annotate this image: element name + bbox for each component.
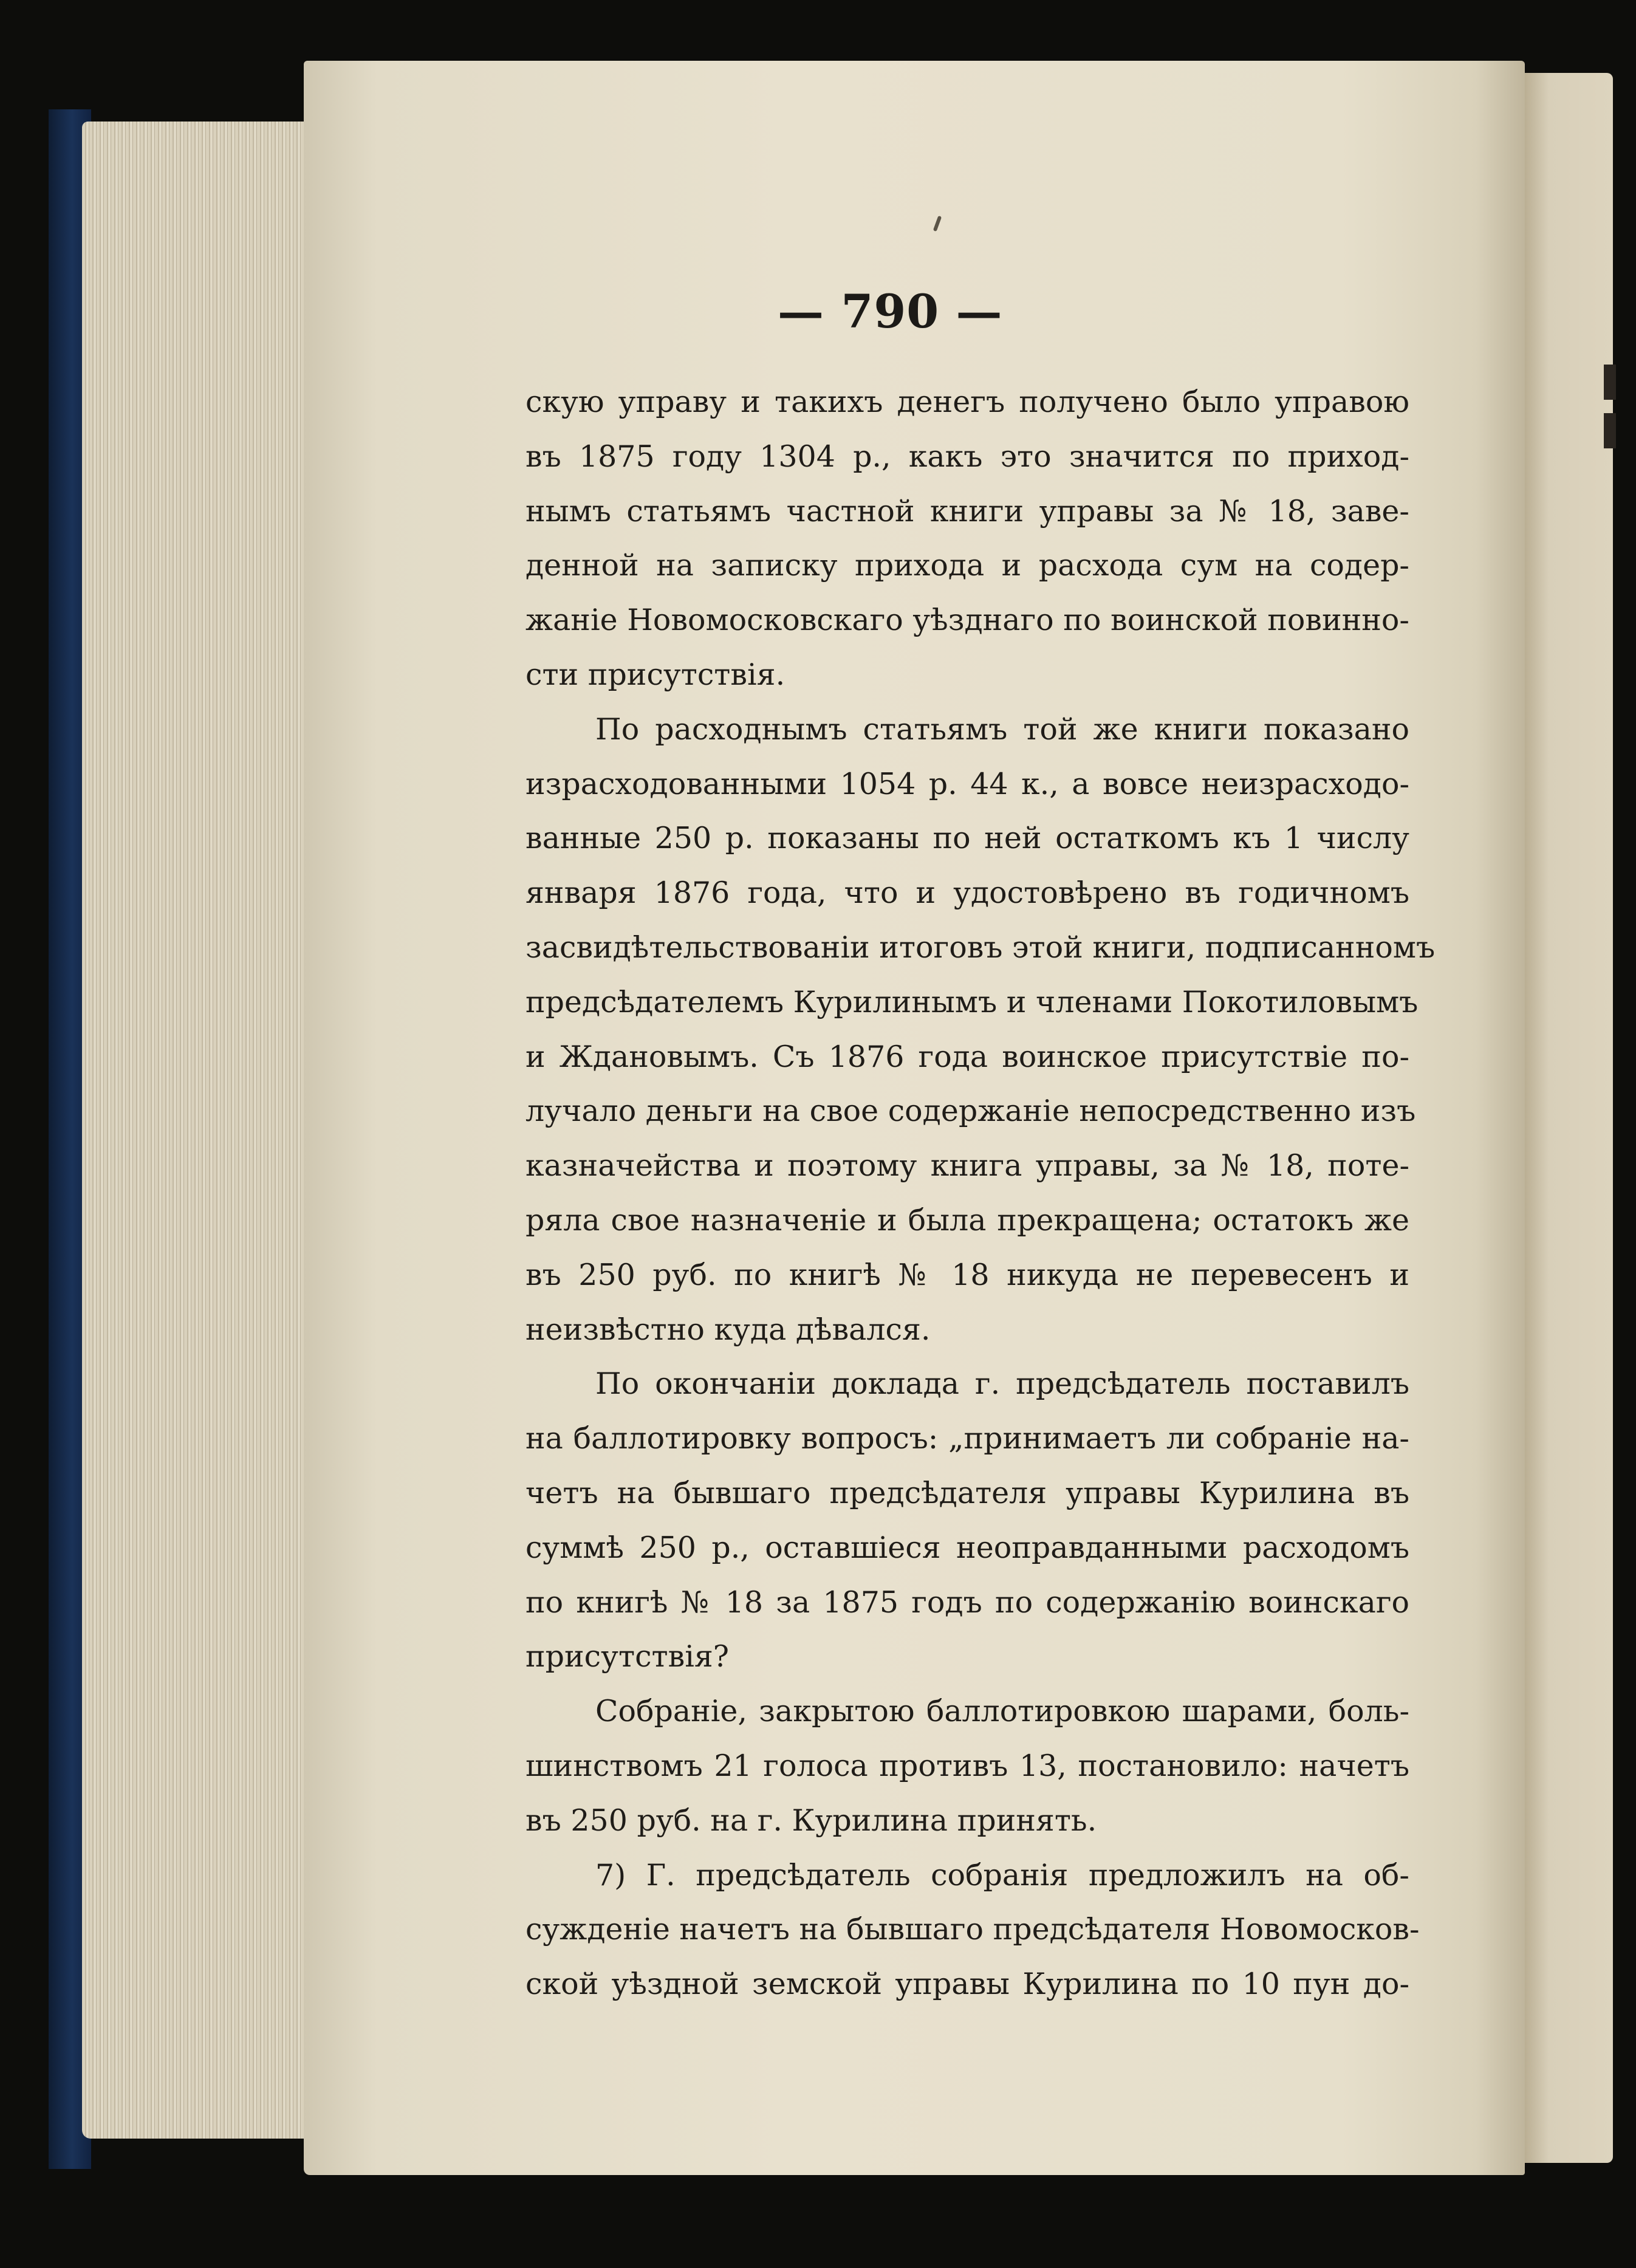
text-line: Собранiе, закрытою баллотировкою шарами, боль- (595, 1694, 1409, 1729)
text-line: лучало деньги на свое содержанiе непосредственно изъ (525, 1094, 1416, 1129)
text-line: суммѣ 250 р., оставшiеся неоправданными расходомъ (525, 1530, 1409, 1565)
text-line: въ 250 руб. на г. Курилина принять. (525, 1803, 1097, 1838)
text-line: 7) Г. предсѣдатель собранiя предложилъ на об- (595, 1857, 1409, 1893)
text-line: четъ на бывшаго предсѣдателя управы Курилина въ (525, 1475, 1409, 1510)
page-stack-edges (82, 122, 337, 2139)
text-line: ряла свое назначенiе и была прекращена; остатокъ же (525, 1202, 1409, 1238)
text-line: по книгѣ № 18 за 1875 годъ по содержанiю воинскаго (525, 1585, 1409, 1620)
facing-page (1522, 73, 1613, 2163)
text-line: и Ждановымъ. Съ 1876 года воинское присутствiе по- (525, 1039, 1409, 1074)
text-line: ванные 250 р. показаны по ней остаткомъ къ 1 числу (525, 821, 1409, 856)
paragraph (525, 702, 1436, 1357)
paragraph (525, 1684, 1409, 1848)
text-line: нымъ статьямъ частной книги управы за № 18, заве- (525, 493, 1409, 529)
text-line: денной на записку прихода и расхода сум на содер- (525, 548, 1409, 583)
text-line: сужденiе начетъ на бывшаго предсѣдателя Новомосков- (525, 1912, 1420, 1947)
text-line: въ 1875 году 1304 р., какъ это значится по приход- (525, 439, 1409, 474)
page-body-text (525, 375, 1436, 2012)
text-line: ской уѣздной земской управы Курилина по 10 пун до- (525, 1967, 1409, 2002)
paragraph (525, 375, 1409, 702)
text-line: По расходнымъ статьямъ той же книги показано (595, 711, 1409, 747)
text-line: казначейства и поэтому книга управы, за № 18, поте- (525, 1148, 1409, 1184)
text-line: предсѣдателемъ Курилинымъ и членами Покотиловымъ (525, 984, 1419, 1019)
text-line: на баллотировку вопросъ: „принимаетъ ли собранiе на- (525, 1421, 1409, 1456)
text-line: присутствiя? (525, 1639, 730, 1674)
facing-page-type-fragment (1604, 365, 1616, 400)
paragraph (525, 1848, 1420, 2012)
text-line: неизвѣстно куда дѣвался. (525, 1312, 931, 1347)
text-line: сти присутствiя. (525, 657, 785, 692)
text-line: жанiе Новомосковскаго уѣзднаго по воинской повинно- (525, 603, 1409, 638)
text-line: января 1876 года, что и удостовѣрено въ годичномъ (525, 875, 1409, 911)
text-line: шинствомъ 21 голоса противъ 13, постановило: начетъ (525, 1748, 1409, 1783)
text-line: По окончанiи доклада г. предсѣдатель поставилъ (595, 1366, 1409, 1402)
text-line: засвидѣтельствованiи итоговъ этой книги, подписанномъ (525, 930, 1436, 965)
paragraph (525, 1357, 1409, 1684)
text-line: въ 250 руб. по книгѣ № 18 никуда не перевесенъ и (525, 1257, 1409, 1292)
text-line: скую управу и такихъ денегъ получено было управою (525, 385, 1409, 419)
page-number: — 790 — (778, 284, 1003, 338)
facing-page-type-fragment (1604, 413, 1616, 448)
text-line: израсходованными 1054 р. 44 к., а вовсе неизрасходо- (525, 766, 1409, 801)
